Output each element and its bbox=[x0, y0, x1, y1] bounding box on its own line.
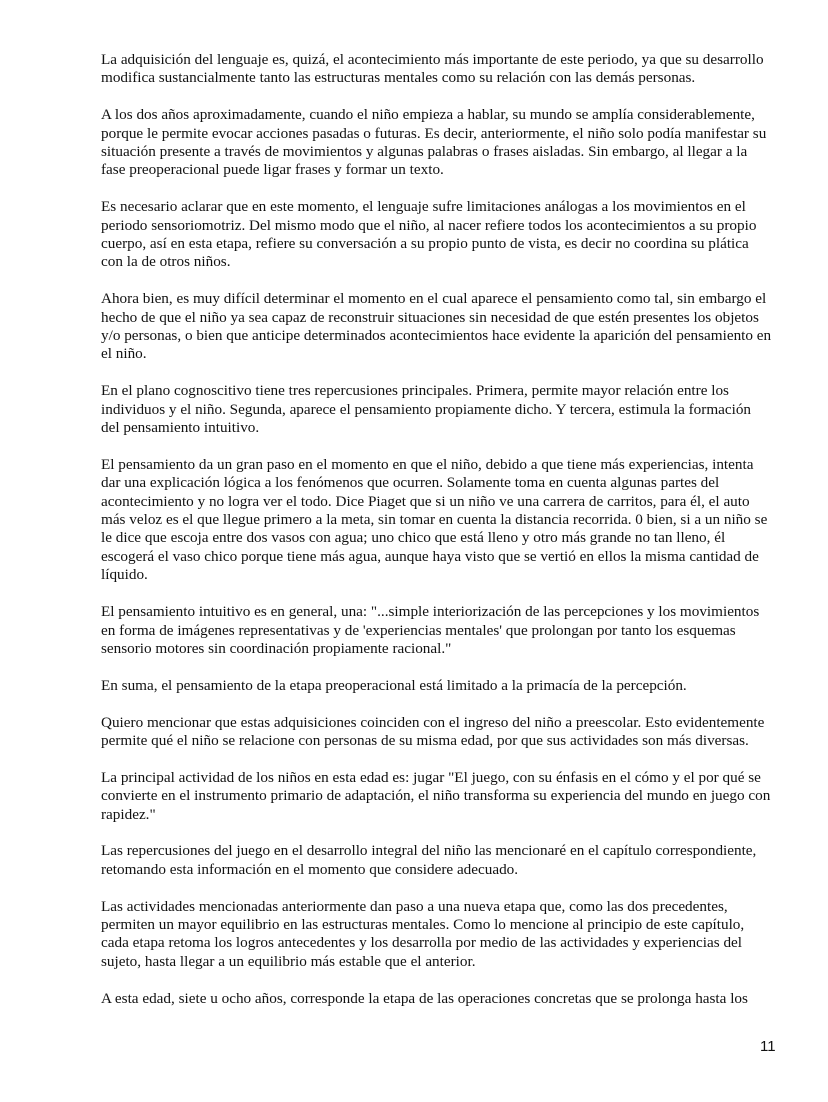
text-line: del pensamiento intuitivo. bbox=[101, 419, 260, 437]
page-number: 11 bbox=[760, 1038, 776, 1055]
text-line: En suma, el pensamiento de la etapa preoperacional está limitado a la primacía de la percepción. bbox=[101, 676, 687, 694]
text-line: hecho de que el niño ya sea capaz de reconstruir situaciones sin necesidad de que estén presentes los objetos bbox=[101, 308, 759, 326]
text-line: A esta edad, siete u ocho años, corresponde la etapa de las operaciones concretas que se prolonga hasta los bbox=[101, 989, 748, 1007]
text-line: sensorio motores sin coordinación propiamente racional." bbox=[101, 639, 452, 657]
text-line: sujeto, hasta llegar a un equilibrio más estable que el anterior. bbox=[101, 952, 476, 970]
text-line: El pensamiento da un gran paso en el momento en que el niño, debido a que tiene más experiencias, intenta bbox=[101, 455, 754, 473]
paragraph bbox=[101, 456, 791, 585]
text-line: A los dos años aproximadamente, cuando el niño empieza a hablar, su mundo se amplía considerablemente, bbox=[101, 106, 755, 124]
text-line: porque le permite evocar acciones pasadas o futuras. Es decir, anteriormente, el niño solo podía manifestar su bbox=[101, 124, 767, 142]
text-line: modifica sustancialmente tanto las estructuras mentales como su relación con las demás personas. bbox=[101, 69, 696, 87]
text-line: convierte en el instrumento primario de adaptación, el niño transforma su experiencia del mundo en juego con bbox=[101, 787, 771, 805]
text-line: fase preoperacional puede ligar frases y formar un texto. bbox=[101, 161, 444, 179]
paragraph bbox=[101, 198, 791, 272]
text-line: y/o personas, o bien que anticipe determinados acontecimientos hace evidente la aparición del pensamiento en bbox=[101, 327, 772, 345]
text-line: periodo sensoriomotriz. Del mismo modo que el niño, al nacer refiere todos los acontecimientos a su propio bbox=[101, 216, 757, 234]
paragraph bbox=[101, 990, 791, 1008]
paragraph bbox=[101, 714, 791, 751]
paragraph bbox=[101, 382, 791, 437]
paragraph bbox=[101, 898, 791, 972]
text-line: permiten un mayor equilibrio en las estructuras mentales. Como lo mencione al principio de este capítulo, bbox=[101, 915, 745, 933]
text-line: más veloz es el que llegue primero a la meta, sin tomar en cuenta la distancia recorrida. 0 bien, si a un niño se bbox=[101, 511, 768, 529]
text-line: escogerá el vaso chico porque tiene más agua, aunque haya visto que se vertió en ellos la misma cantidad de bbox=[101, 547, 759, 565]
text-line: cada etapa retoma los logros antecedentes y los desarrolla por medio de las actividades y experiencias del bbox=[101, 934, 742, 952]
text-line: le dice que escoja entre dos vasos con agua; uno chico que está lleno y otro más grande no tan lleno, él bbox=[101, 529, 726, 547]
paragraph bbox=[101, 603, 791, 658]
text-line: En el plano cognoscitivo tiene tres repercusiones principales. Primera, permite mayor relación entre los bbox=[101, 382, 729, 400]
text-line: Quiero mencionar que estas adquisiciones coinciden con el ingreso del niño a preescolar. Esto evidentemente bbox=[101, 713, 765, 731]
paragraph bbox=[101, 106, 791, 180]
text-line: situación presente a través de movimientos y algunas palabras o frases aisladas. Sin embargo, al llegar a la bbox=[101, 143, 748, 161]
text-line: dar una explicación lógica a los fenómenos que ocurren. Solamente toma en cuenta algunas partes del bbox=[101, 474, 720, 492]
text-line: permite qué el niño se relacione con personas de su misma edad, por que sus actividades son más diversas. bbox=[101, 731, 749, 749]
paragraph bbox=[101, 677, 791, 695]
text-line: líquido. bbox=[101, 566, 148, 584]
paragraph bbox=[101, 842, 791, 879]
text-line: rapidez." bbox=[101, 805, 156, 823]
paragraph bbox=[101, 290, 791, 364]
text-line: La principal actividad de los niños en esta edad es: jugar "El juego, con su énfasis en el cómo y el por qué se bbox=[101, 768, 761, 786]
text-line: El pensamiento intuitivo es en general, una: "...simple interiorización de las percepciones y los movimientos bbox=[101, 603, 760, 621]
text-line: en forma de imágenes representativas y de 'experiencias mentales' que prolongan por tanto los esquemas bbox=[101, 621, 736, 639]
paragraph bbox=[101, 769, 791, 824]
text-line: Las repercusiones del juego en el desarrollo integral del niño las mencionaré en el capítulo correspondiente, bbox=[101, 842, 757, 860]
text-line: con la de otros niños. bbox=[101, 253, 231, 271]
text-line: cuerpo, así en esta etapa, refiere su conversación a su propio punto de vista, es decir no coordina su plática bbox=[101, 235, 749, 253]
paragraph bbox=[101, 51, 791, 88]
document-body bbox=[101, 51, 791, 1026]
text-line: La adquisición del lenguaje es, quizá, el acontecimiento más importante de este periodo, ya que su desarrollo bbox=[101, 51, 764, 68]
text-line: Es necesario aclarar que en este momento, el lenguaje sufre limitaciones análogas a los movimientos en el bbox=[101, 198, 746, 216]
text-line: Ahora bien, es muy difícil determinar el momento en el cual aparece el pensamiento como tal, sin embargo el bbox=[101, 290, 767, 308]
text-line: individuos y el niño. Segunda, aparece el pensamiento propiamente dicho. Y tercera, estimula la formación bbox=[101, 400, 752, 418]
text-line: acontecimiento y no logra ver el todo. Dice Piaget que si un niño ve una carrera de carritos, para él, el auto bbox=[101, 492, 750, 510]
text-line: el niño. bbox=[101, 345, 147, 363]
text-line: Las actividades mencionadas anteriormente dan paso a una nueva etapa que, como las dos precedentes, bbox=[101, 897, 728, 915]
text-line: retomando esta información en el momento que considere adecuado. bbox=[101, 860, 519, 878]
